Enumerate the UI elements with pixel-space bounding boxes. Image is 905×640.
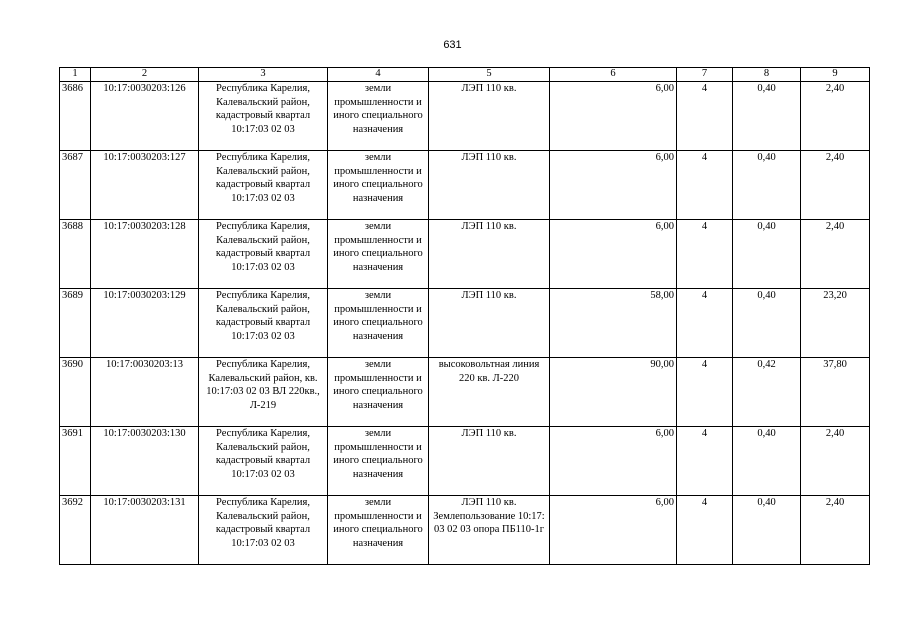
table-row — [60, 358, 870, 427]
object-cell: ЛЭП 110 кв. — [429, 289, 550, 358]
table-row — [60, 289, 870, 358]
row-number-cell: 3691 — [60, 427, 91, 496]
header-cell-9: 9 — [801, 68, 870, 82]
cadastral-number-cell: 10:17:0030203:13 — [91, 358, 199, 427]
width-cell: 0,40 — [733, 289, 801, 358]
area-cell: 2,40 — [801, 220, 870, 289]
width-cell: 0,40 — [733, 220, 801, 289]
land-category-cell: земли промышленности и иного специального назначения — [328, 289, 429, 358]
area-cell: 2,40 — [801, 427, 870, 496]
area-cell: 2,40 — [801, 82, 870, 151]
width-cell: 0,40 — [733, 151, 801, 220]
land-category-cell: земли промышленности и иного специального назначения — [328, 496, 429, 565]
object-cell: ЛЭП 110 кв. Землепользование 10:17: 03 02 03 опора ПБ110-1г — [429, 496, 550, 565]
location-cell: Республика Карелия, Калевальский район, кадастровый квартал 10:17:03 02 03 — [199, 496, 328, 565]
row-number-cell: 3687 — [60, 151, 91, 220]
table-row — [60, 427, 870, 496]
table-header — [60, 68, 870, 82]
width-cell: 0,40 — [733, 82, 801, 151]
row-number-cell: 3692 — [60, 496, 91, 565]
length-cell: 6,00 — [550, 82, 677, 151]
count-cell: 4 — [677, 358, 733, 427]
land-category-cell: земли промышленности и иного специального назначения — [328, 220, 429, 289]
location-cell: Республика Карелия, Калевальский район, кадастровый квартал 10:17:03 02 03 — [199, 82, 328, 151]
count-cell: 4 — [677, 151, 733, 220]
cadastral-number-cell: 10:17:0030203:126 — [91, 82, 199, 151]
count-cell: 4 — [677, 82, 733, 151]
land-category-cell: земли промышленности и иного специального назначения — [328, 427, 429, 496]
header-cell-1: 1 — [60, 68, 91, 82]
width-cell: 0,40 — [733, 427, 801, 496]
row-number-cell: 3688 — [60, 220, 91, 289]
object-cell: ЛЭП 110 кв. — [429, 82, 550, 151]
location-cell: Республика Карелия, Калевальский район, кадастровый квартал 10:17:03 02 03 — [199, 151, 328, 220]
cadastral-number-cell: 10:17:0030203:127 — [91, 151, 199, 220]
header-cell-8: 8 — [733, 68, 801, 82]
table-row — [60, 220, 870, 289]
length-cell: 6,00 — [550, 151, 677, 220]
count-cell: 4 — [677, 289, 733, 358]
object-cell: ЛЭП 110 кв. — [429, 220, 550, 289]
cadastral-number-cell: 10:17:0030203:129 — [91, 289, 199, 358]
object-cell: высоковольтная линия 220 кв. Л-220 — [429, 358, 550, 427]
width-cell: 0,40 — [733, 496, 801, 565]
row-number-cell: 3686 — [60, 82, 91, 151]
object-cell: ЛЭП 110 кв. — [429, 151, 550, 220]
length-cell: 58,00 — [550, 289, 677, 358]
location-cell: Республика Карелия, Калевальский район, кв. 10:17:03 02 03 ВЛ 220кв., Л-219 — [199, 358, 328, 427]
area-cell: 2,40 — [801, 496, 870, 565]
length-cell: 6,00 — [550, 496, 677, 565]
header-row — [60, 68, 870, 82]
width-cell: 0,42 — [733, 358, 801, 427]
table-row — [60, 82, 870, 151]
land-plots-table — [59, 67, 870, 565]
location-cell: Республика Карелия, Калевальский район, кадастровый квартал 10:17:03 02 03 — [199, 289, 328, 358]
header-cell-3: 3 — [199, 68, 328, 82]
area-cell: 23,20 — [801, 289, 870, 358]
header-cell-7: 7 — [677, 68, 733, 82]
object-cell: ЛЭП 110 кв. — [429, 427, 550, 496]
area-cell: 2,40 — [801, 151, 870, 220]
cadastral-number-cell: 10:17:0030203:130 — [91, 427, 199, 496]
table-row — [60, 496, 870, 565]
header-cell-4: 4 — [328, 68, 429, 82]
header-cell-6: 6 — [550, 68, 677, 82]
location-cell: Республика Карелия, Калевальский район, кадастровый квартал 10:17:03 02 03 — [199, 220, 328, 289]
length-cell: 6,00 — [550, 220, 677, 289]
length-cell: 90,00 — [550, 358, 677, 427]
count-cell: 4 — [677, 427, 733, 496]
table-row — [60, 151, 870, 220]
area-cell: 37,80 — [801, 358, 870, 427]
page-number: 631 — [443, 39, 462, 51]
land-category-cell: земли промышленности и иного специального назначения — [328, 151, 429, 220]
row-number-cell: 3690 — [60, 358, 91, 427]
cadastral-number-cell: 10:17:0030203:128 — [91, 220, 199, 289]
header-cell-5: 5 — [429, 68, 550, 82]
location-cell: Республика Карелия, Калевальский район, кадастровый квартал 10:17:03 02 03 — [199, 427, 328, 496]
land-category-cell: земли промышленности и иного специального назначения — [328, 358, 429, 427]
land-category-cell: земли промышленности и иного специального назначения — [328, 82, 429, 151]
count-cell: 4 — [677, 220, 733, 289]
count-cell: 4 — [677, 496, 733, 565]
length-cell: 6,00 — [550, 427, 677, 496]
row-number-cell: 3689 — [60, 289, 91, 358]
cadastral-number-cell: 10:17:0030203:131 — [91, 496, 199, 565]
header-cell-2: 2 — [91, 68, 199, 82]
table-body — [60, 82, 870, 565]
